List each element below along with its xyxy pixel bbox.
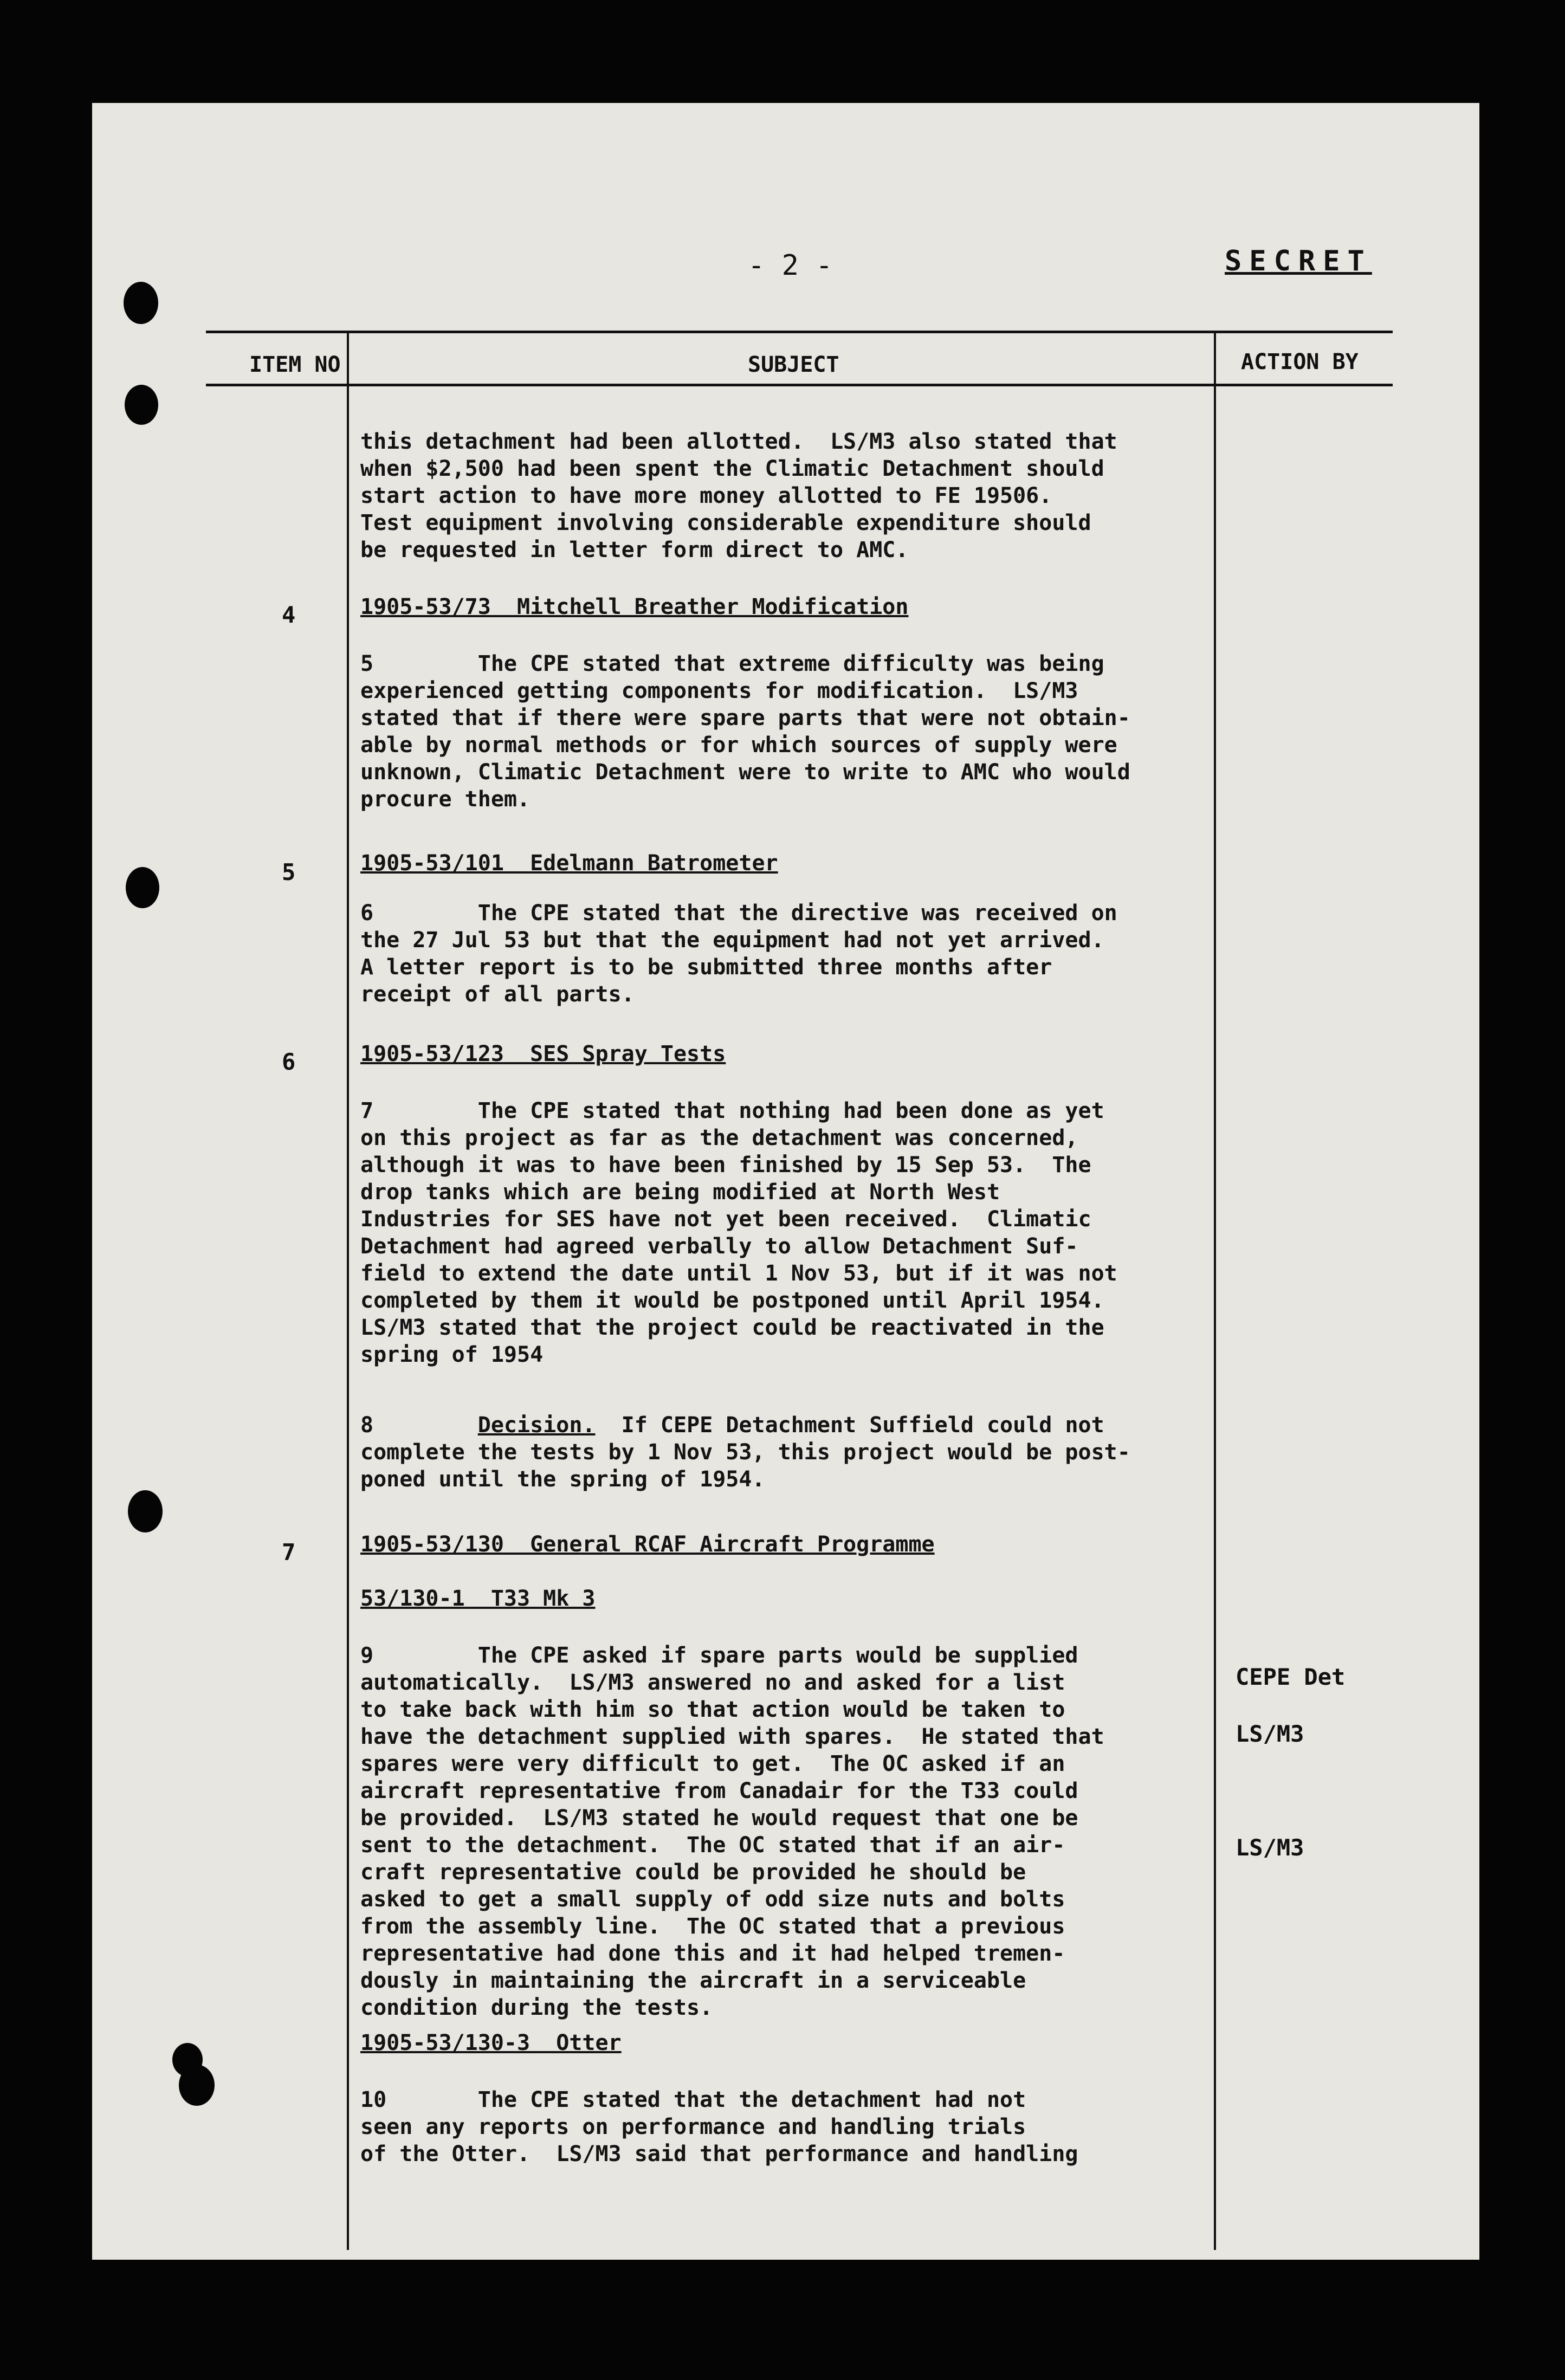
column-header-subject: SUBJECT (748, 352, 839, 377)
decision-text: If CEPE Detachment Suffield could not complete the tests by 1 Nov 53, this project would be post- poned until the spring of 1954. (360, 1413, 1130, 1492)
punch-hole (179, 2065, 215, 2106)
page-number: - 2 - (748, 249, 833, 282)
column-divider-item (347, 332, 349, 2250)
paragraph-7: 7 The CPE stated that nothing had been done as yet on this project as far as the detachment was concerned, although it was to have been finished by 15 Sep 53. The drop tanks which are being modified at North West Industries for SES have not yet been received. Climatic Detachment had agreed verbally to allow Detachment Suf- field to extend the date until 1 Nov 53, but if it was not completed by them it would be postponed until April 1954. LS/M3 stated that the project could be reactivated in the spring of 1954 (360, 1098, 1117, 1367)
punch-hole (125, 385, 158, 425)
item-heading: 1905-53/73 Mitchell Breather Modification (360, 594, 909, 619)
action-by-entry: LS/M3 (1236, 1834, 1304, 1861)
paragraph-10: 10 The CPE stated that the detachment had not seen any reports on performance and handling trials of the Otter. LS/M3 said that performance and handling (360, 2087, 1078, 2166)
paragraph-8 (360, 1412, 1130, 1493)
sub-heading: 1905-53/130-3 Otter (360, 2030, 622, 2055)
decision-label: Decision. (477, 1413, 596, 1438)
punch-hole (126, 867, 159, 908)
item-heading: 1905-53/101 Edelmann Batrometer (360, 851, 778, 876)
paragraph-number: 8 (360, 1413, 374, 1438)
item-heading: 1905-53/130 General RCAF Aircraft Programme (360, 1532, 935, 1557)
column-divider-action (1214, 332, 1216, 2250)
column-header-action-by: ACTION BY (1241, 350, 1359, 374)
action-by-entry: LS/M3 (1236, 1721, 1304, 1747)
action-by-entry: CEPE Det (1236, 1664, 1346, 1690)
punch-hole (128, 1490, 163, 1532)
item-number: 6 (282, 1049, 296, 1075)
column-header-item-no: ITEM NO (249, 352, 341, 377)
punch-hole (124, 282, 158, 324)
paragraph-9: 9 The CPE asked if spare parts would be supplied automatically. LS/M3 answered no and asked for a list to take back with him so that action would be taken to have the detachment supplied with spares. He stated that spares were very difficult to get. The OC asked if an aircraft representative from Canadair for the T33 could be provided. LS/M3 stated he would request that one be sent to the detachment. The OC stated that if an air- craft representative could be provided he should be asked to get a small supply of odd size nuts and bolts from the assembly line. The OC stated that a previous representative had done this and it had helped tremen- dously in maintaining the aircraft in a serviceable condition during the tests. (360, 1643, 1104, 2020)
paragraph-5: 5 The CPE stated that extreme difficulty was being experienced getting components for modification. LS/M3 stated that if there were spare parts that were not obtain- able by normal methods or for which sources of supply were unknown, Climatic Detachment were to write to AMC who would procure them. (360, 651, 1130, 812)
paragraph-6: 6 The CPE stated that the directive was received on the 27 Jul 53 but that the equipment had not yet arrived. A letter report is to be submitted three months after receipt of all parts. (360, 901, 1117, 1007)
document-page (92, 103, 1479, 2260)
item-heading: 1905-53/123 SES Spray Tests (360, 1042, 726, 1066)
intro-paragraph: this detachment had been allotted. LS/M3 also stated that when $2,500 had been spent the Climatic Detachment should start action to have more money allotted to FE 19506. Test equipment involving considerable expenditure should be requested in letter form direct to AMC. (360, 429, 1117, 562)
classification-marking: SECRET (1225, 245, 1372, 277)
item-number: 5 (282, 859, 296, 885)
item-number: 4 (282, 602, 296, 628)
sub-heading: 53/130-1 T33 Mk 3 (360, 1586, 596, 1611)
item-number: 7 (282, 1539, 296, 1566)
